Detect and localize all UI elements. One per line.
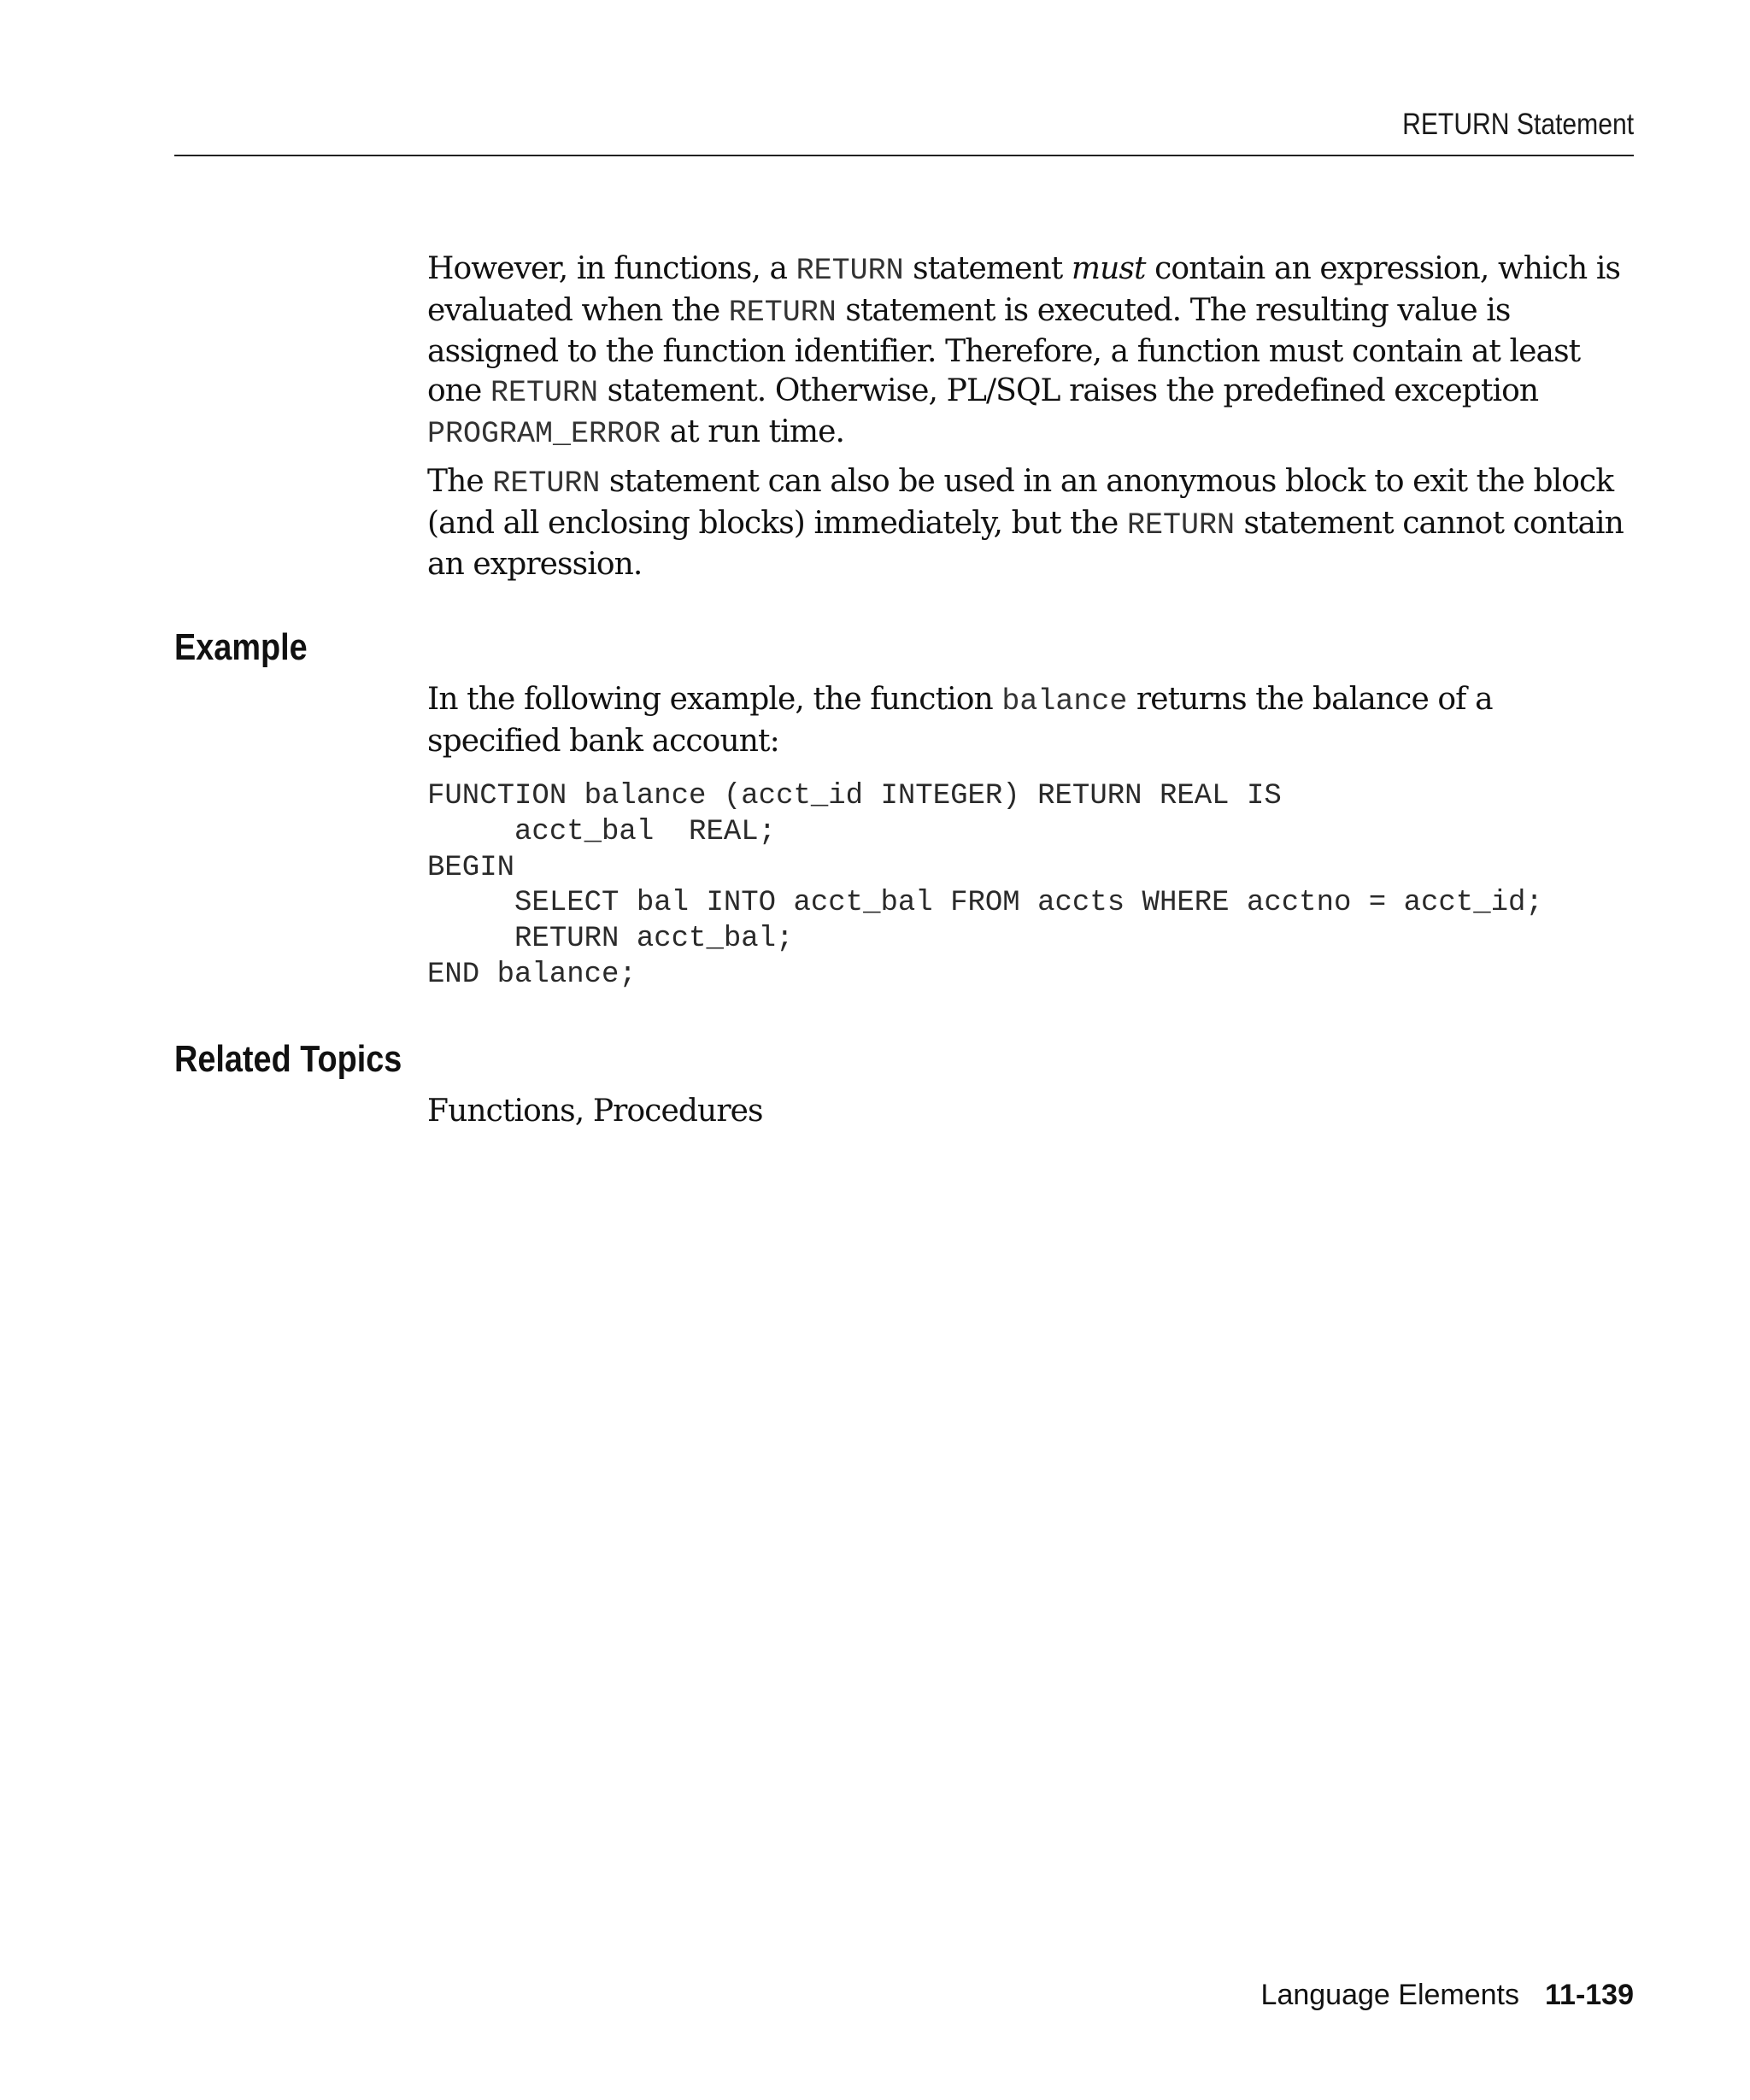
header-rule <box>174 155 1634 156</box>
emphasis-text: must <box>1071 251 1146 286</box>
inline-code: RETURN <box>490 375 599 410</box>
paragraph-function-return <box>427 249 1634 455</box>
inline-code: balance <box>1001 684 1128 719</box>
text-span: at run time. <box>661 414 845 449</box>
related-topics-heading: Related Topics <box>174 1038 402 1080</box>
text-span: The <box>427 464 493 499</box>
example-heading: Example <box>174 626 308 668</box>
related-topics-text: Functions, Procedures <box>427 1094 763 1129</box>
text-span: statement <box>903 251 1072 286</box>
text-span: In the following example, the function <box>427 682 1002 717</box>
inline-code: RETURN <box>1126 507 1236 543</box>
paragraph-anonymous-block <box>427 462 1634 584</box>
text-span: statement. Otherwise, PL/SQL raises the predefined exception <box>598 372 1539 408</box>
text-span: statement is executed. The resulting value is assigned to the function identifier. Therefore, a function must contain at least one <box>427 292 1581 408</box>
page-footer <box>1261 1976 1634 2014</box>
inline-code: RETURN <box>796 254 904 288</box>
text-span: contain an expression, which is evaluated when the <box>427 251 1621 328</box>
page-number: 11-139 <box>1545 1979 1634 2011</box>
text-span: statement cannot contain an expression. <box>427 505 1624 582</box>
example-intro-paragraph <box>427 680 1634 760</box>
running-header-title: RETURN Statement <box>1402 108 1634 141</box>
code-example: FUNCTION balance (acct_id INTEGER) RETURN REAL IS acct_bal REAL; BEGIN SELECT bal INTO acct_bal FROM accts WHERE acctno = acct_id; RETURN acct_bal; END balance; <box>427 780 1543 991</box>
inline-code: RETURN <box>728 295 837 330</box>
inline-code: RETURN <box>492 466 601 501</box>
text-span: statement can also be used in an anonymous block to exit the block (and all enclosing blocks) immediately, but the <box>427 464 1614 541</box>
inline-code: PROGRAM_ERROR <box>427 417 661 451</box>
text-span: returns the balance of a specified bank account: <box>427 682 1493 759</box>
footer-section-name: Language Elements <box>1260 1979 1519 2011</box>
text-span: However, in functions, a <box>427 251 796 286</box>
